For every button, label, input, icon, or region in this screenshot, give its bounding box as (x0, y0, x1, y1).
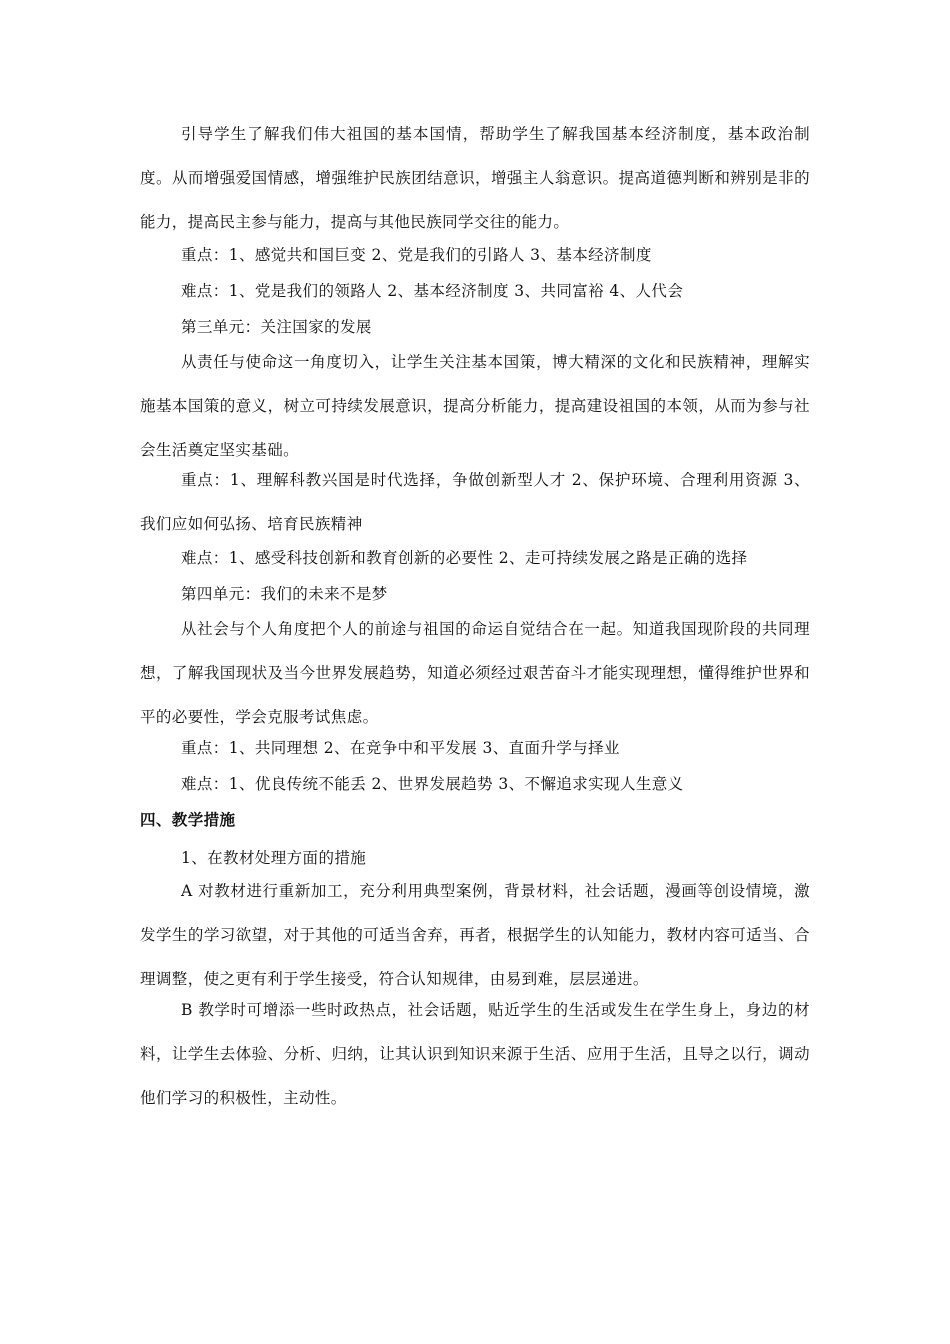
unit4-key-points: 重点：1、共同理想 2、在竞争中和平发展 3、直面升学与择业 (181, 739, 620, 757)
unit2-key-points: 重点：1、感觉共和国巨变 2、党是我们的引路人 3、基本经济制度 (181, 246, 652, 264)
unit4-title: 第四单元：我们的未来不是梦 (181, 585, 388, 603)
paragraph-unit2-goals: 引导学生了解我们伟大祖国的基本国情，帮助学生了解我国基本经济制度，基本政治制度。从而增强爱国情感，增强维护民族团结意识，增强主人翁意识。提高道德判断和辨别是非的能力，提高民主参与能力，提高与其他民族同学交往的能力。 (140, 125, 810, 231)
unit4-difficult-points: 难点：1、优良传统不能丢 2、世界发展趋势 3、不懈追求实现人生意义 (181, 775, 684, 793)
paragraph-unit3-goals: 从责任与使命这一角度切入，让学生关注基本国策，博大精深的文化和民族精神，理解实施基本国策的意义，树立可持续发展意识，提高分析能力，提高建设祖国的本领，从而为参与社会生活奠定坚实基础。 (140, 353, 810, 459)
paragraph-measure-a: A 对教材进行重新加工，充分利用典型案例，背景材料，社会话题，漫画等创设情境，激发学生的学习欲望，对于其他的可适当舍弃，再者，根据学生的认知能力，教材内容可适当、合理调整，使之更有利于学生接受，符合认知规律，由易到难，层层递进。 (140, 882, 810, 988)
section-heading-teaching-measures: 四、教学措施 (140, 810, 236, 829)
paragraph-unit4-goals: 从社会与个人角度把个人的前途与祖国的命运自觉结合在一起。知道我国现阶段的共同理想，了解我国现状及当今世界发展趋势，知道必须经过艰苦奋斗才能实现理想，懂得维护世界和平的必要性，学会克服考试焦虑。 (140, 620, 810, 726)
measure-item-1: 1、在教材处理方面的措施 (181, 849, 367, 867)
unit2-difficult-points: 难点：1、党是我们的领路人 2、基本经济制度 3、共同富裕 4、人代会 (181, 282, 684, 300)
unit3-key-points: 重点：1、理解科教兴国是时代选择，争做创新型人才 2、保护环境、合理利用资源 3、我们应如何弘扬、培育民族精神 (140, 471, 810, 533)
unit3-difficult-points: 难点：1、感受科技创新和教育创新的必要性 2、走可持续发展之路是正确的选择 (181, 549, 748, 567)
unit3-title: 第三单元：关注国家的发展 (181, 318, 372, 336)
paragraph-measure-b: B 教学时可增添一些时政热点，社会话题，贴近学生的生活或发生在学生身上，身边的材料，让学生去体验、分析、归纳，让其认识到知识来源于生活、应用于生活，且导之以行，调动他们学习的积极性，主动性。 (140, 1001, 810, 1107)
